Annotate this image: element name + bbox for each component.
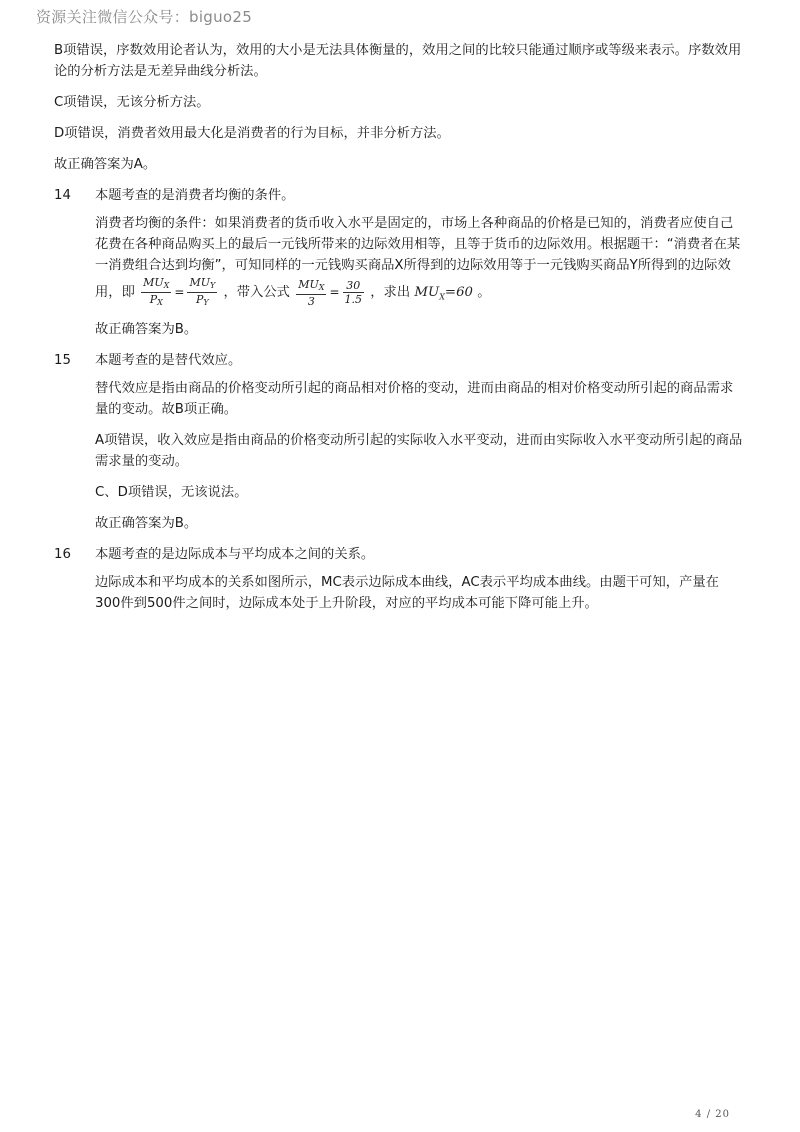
q14-formula-substitution: $\frac{MU_X}{3}$ = $\frac{30}{1.5}$ xyxy=(298,277,363,308)
q14-end-text: 。 xyxy=(477,285,491,300)
intro-answer: 故正确答案为A。 xyxy=(54,157,157,172)
q15-answer: 故正确答案为B。 xyxy=(95,516,198,531)
page-separator: / xyxy=(706,1109,712,1120)
q14-tail-text: ，求出 xyxy=(370,285,411,300)
q15-para-1: 替代效应是指由商品的价格变动所引起的商品相对价格的变动，进而由商品的相对价格变动所引起的商品需求量的变动。故B项正确。 xyxy=(95,381,734,417)
watermark: 资源关注微信公众号：biguo25 xyxy=(36,8,253,26)
question-14 xyxy=(54,185,744,206)
q16-para-1: 边际成本和平均成本的关系如图所示，MC表示边际成本曲线，AC表示平均成本曲线。由题干可知，产量在300件到500件之间时，边际成本处于上升阶段，对应的平均成本可能下降可能上升。 xyxy=(95,575,719,611)
question-15 xyxy=(54,350,744,371)
question-title: 本题考查的是替代效应。 xyxy=(95,353,242,368)
question-number: 14 xyxy=(54,188,71,203)
question-number: 16 xyxy=(54,547,71,562)
q14-formula-equilibrium: $\frac{MU_X}{P_X}$ = $\frac{MU_Y}{P_Y}$ xyxy=(143,276,216,307)
q15-para-3: C、D项错误，无该说法。 xyxy=(95,485,248,500)
question-title: 本题考查的是边际成本与平均成本之间的关系。 xyxy=(95,547,375,562)
question-title: 本题考查的是消费者均衡的条件。 xyxy=(95,188,295,203)
q14-body-text: 消费者均衡的条件：如果消费者的货币收入水平是固定的，市场上各种商品的价格是已知的，消费者应使自己花费在各种商品购买上的最后一元钱所带来的边际效用相等，且等于货币的边际效用。根据题干：“消费者在某一消费组合达到均衡”，可知同样的一元钱购买商品X所得到的边际效用等于一元钱购买商品Y所得到的边际效用，即 xyxy=(95,216,741,300)
q14-answer: 故正确答案为B。 xyxy=(95,322,198,337)
intro-c-option: C项错误，无该分析方法。 xyxy=(54,95,210,110)
q14-formula-result: $MU_X=60$ xyxy=(414,285,473,302)
document-body xyxy=(54,40,744,624)
q14-explanation xyxy=(95,213,744,309)
question-16 xyxy=(54,544,744,565)
intro-d-option: D项错误，消费者效用最大化是消费者的行为目标，并非分析方法。 xyxy=(54,126,450,141)
q14-mid-text: ，带入公式 xyxy=(223,285,290,300)
page-total: 20 xyxy=(715,1109,730,1120)
intro-b-option: B项错误，序数效用论者认为，效用的大小是无法具体衡量的，效用之间的比较只能通过顺序或等级来表示。序数效用论的分析方法是无差异曲线分析法。 xyxy=(54,43,742,79)
q15-para-2: A项错误，收入效应是指由商品的价格变动所引起的实际收入水平变动，进而由实际收入水平变动所引起的商品需求量的变动。 xyxy=(95,433,743,469)
question-number: 15 xyxy=(54,353,71,368)
page-current: 4 xyxy=(695,1109,703,1120)
page-number xyxy=(695,1109,730,1120)
